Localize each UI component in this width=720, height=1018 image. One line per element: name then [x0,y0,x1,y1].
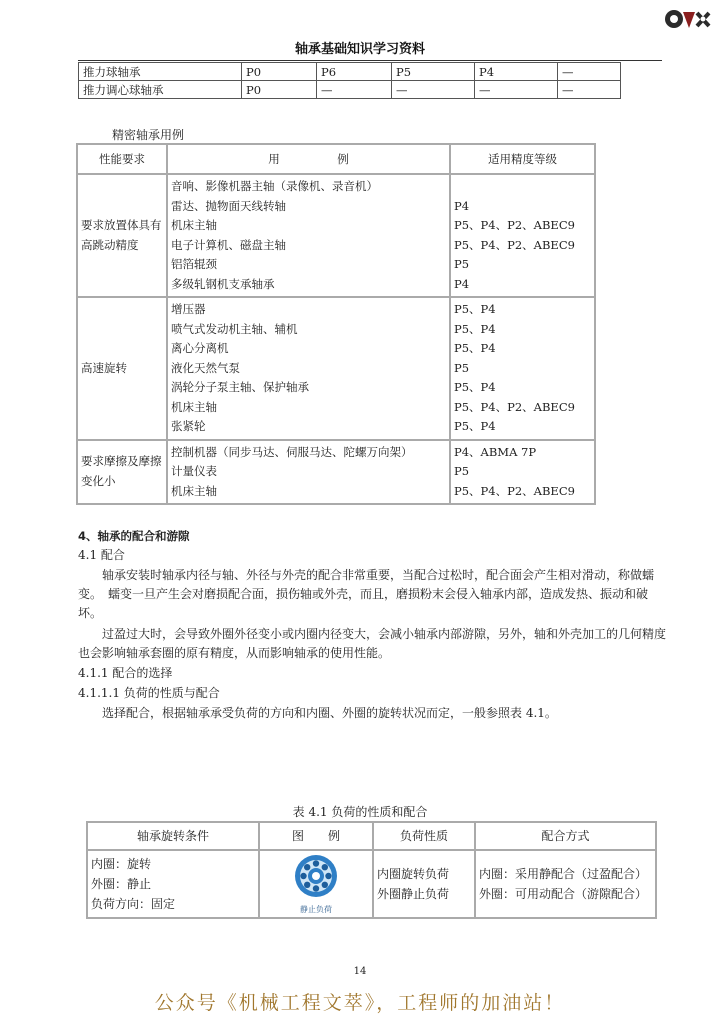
example-item: 控制机器（同步马达、伺服马达、陀螺万向架） [171,444,413,459]
table-caption: 表 4.1 负荷的性质和配合 [292,805,428,819]
example-item: 电子计算机、磁盘主轴 [171,237,286,252]
table-cell: P0 [242,63,317,81]
grade-item: P5、P4、P2、ABEC9 [454,483,575,498]
condition-cell [87,850,259,918]
page-number: 14 [353,966,367,977]
examples-cell [167,440,450,505]
figure-cell [259,850,373,918]
example-item: 张紧轮 [171,419,206,433]
grades-cell [450,440,595,505]
column-header: 适用精度等级 [450,144,595,174]
section-heading: 4、轴承的配合和游隙 [78,529,190,543]
example-item: 多级轧钢机支承轴承 [171,276,275,291]
example-item: 计量仪表 [171,464,217,478]
table-cell: P0 [242,81,317,99]
table-cell: 推力球轴承 [79,63,242,81]
table-cell: — [317,81,392,99]
table-caption: 精密轴承用例 [112,128,185,142]
example-item: 液化天然气泵 [171,360,240,375]
subsection-heading: 4.1.1.1 负荷的性质与配合 [78,686,220,700]
grades-cell [450,174,595,297]
table-header-row [87,822,656,850]
requirement-cell: 要求摩擦及摩擦变化小 [77,440,167,505]
example-item: 离心分离机 [171,341,229,355]
example-item: 铝箔辊颈 [171,257,217,271]
fit-item: 内圈：采用静配合（过盈配合） [479,867,648,881]
table-cell: — [558,81,621,99]
examples-cell [167,297,450,440]
bearing-icon [293,853,339,899]
logo-icon [664,4,712,32]
examples-cell [167,174,450,297]
grade-item: P4 [454,276,470,291]
table-row [77,297,595,440]
load-type-item: 外圈静止负荷 [377,887,450,901]
example-item: 喷气式发动机主轴、辅机 [171,321,298,336]
condition-item: 外圈：静止 [91,877,152,891]
load-type-item: 内圈旋转负荷 [377,867,450,881]
grade-item: P5、P4 [454,321,496,336]
example-item: 机床主轴 [171,483,217,498]
subsection-heading: 4.1.1 配合的选择 [78,666,173,680]
fit-item: 外圈：可用动配合（游隙配合） [479,887,648,901]
grade-item [454,177,591,197]
table-row [79,63,621,81]
table-cell: — [392,81,475,99]
grade-item: P5、P4、P2、ABEC9 [454,237,575,252]
requirement-cell: 要求放置体具有高跳动精度 [77,174,167,297]
grade-item: P4、ABMA 7P [454,444,537,459]
example-item: 增压器 [171,302,206,316]
column-header: 性能要求 [77,144,167,174]
column-header: 图 例 [259,822,373,850]
load-type-cell [373,850,475,918]
table-row [77,174,595,297]
table-header-row [77,144,595,174]
grade-item: P5、P4、P2、ABEC9 [454,218,575,232]
table-cell: — [558,63,621,81]
grade-item: P5、P4 [454,380,496,394]
column-header: 负荷性质 [373,822,475,850]
example-item: 涡轮分子泵主轴、保护轴承 [171,380,309,394]
column-header: 用 例 [167,144,450,174]
grade-item: P5 [454,257,470,271]
load-fit-table [86,821,657,919]
footer-slogan: 公众号《机械工程文萃》，工程师的加油站！ [154,992,566,1014]
condition-item: 内圈：旋转 [91,857,152,871]
grade-item: P5 [454,360,470,375]
figure-label: 静止负荷 [300,905,332,914]
grade-table [78,62,621,99]
example-item: 机床主轴 [171,218,217,232]
column-header: 配合方式 [475,822,656,850]
table-cell: — [475,81,558,99]
column-header: 轴承旋转条件 [87,822,259,850]
example-item: 机床主轴 [171,399,217,414]
requirement-cell: 高速旋转 [77,297,167,440]
grade-item: P5、P4、P2、ABEC9 [454,399,575,414]
grade-item: P5、P4 [454,419,496,433]
table-row [77,440,595,505]
table-cell: P4 [475,63,558,81]
subsection-heading: 4.1 配合 [78,548,125,562]
table-row [87,850,656,918]
example-item: 音响、影像机器主轴（录像机、录音机） [171,179,378,193]
header-rule [78,60,662,61]
table-cell: P5 [392,63,475,81]
table-cell: P6 [317,63,392,81]
paragraph: 选择配合，根据轴承承受负荷的方向和内圈、外圈的旋转状况而定，一般参照表 4.1。 [78,706,557,720]
paragraph: 轴承安装时轴承内径与轴、外径与外壳的配合非常重要，当配合过松时，配合面会产生相对滑动，称做蠕变。 蠕变一旦产生会对磨损配合面，损伤轴或外壳，而且，磨损粉末会侵入轴承内部，造成发热、振动和破坏。 [78,568,655,620]
fit-cell [475,850,656,918]
document-title: 轴承基础知识学习资料 [294,42,425,57]
condition-item: 负荷方向：固定 [91,897,176,911]
example-item: 雷达、抛物面天线转轴 [171,198,286,213]
grade-item: P4 [454,198,470,213]
table-row [79,81,621,99]
grade-item: P5、P4 [454,341,496,355]
grade-item: P5、P4 [454,302,496,316]
paragraph: 过盈过大时，会导致外圈外径变小或内圈内径变大，会减小轴承内部游隙，另外，轴和外壳加工的几何精度也会影响轴承套圈的原有精度，从而影响轴承的使用性能。 [78,627,667,660]
grades-cell [450,297,595,440]
grade-item: P5 [454,464,470,478]
precision-bearing-table [76,143,596,505]
table-cell: 推力调心球轴承 [79,81,242,99]
